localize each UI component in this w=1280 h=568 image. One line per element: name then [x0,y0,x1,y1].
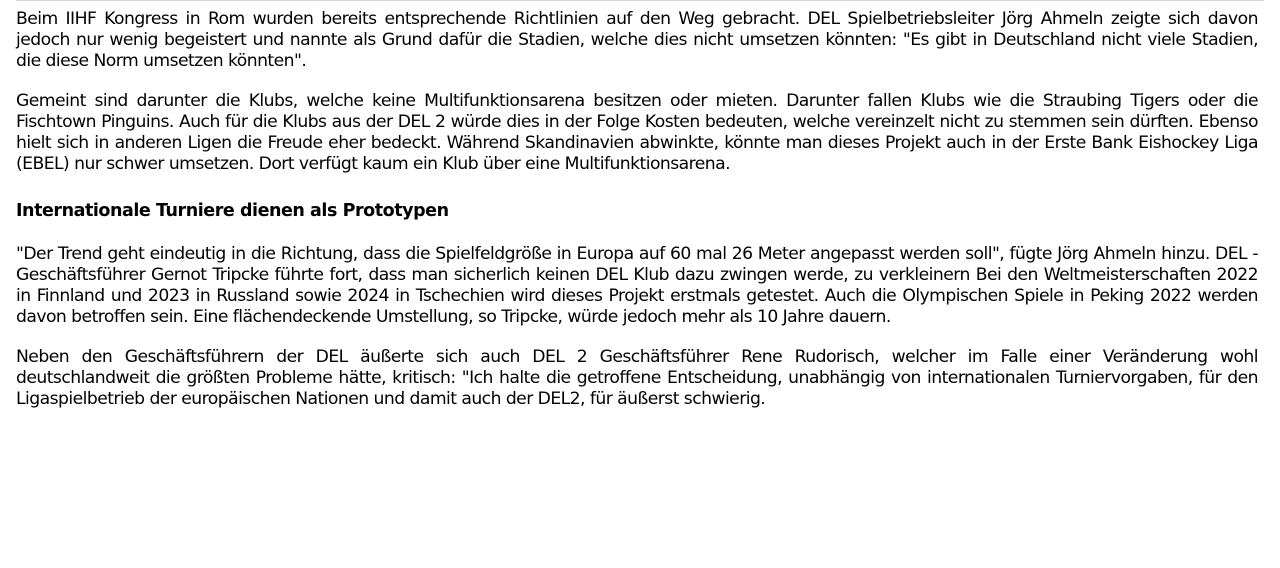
top-divider [16,0,1264,1]
article-subheading: Internationale Turniere dienen als Prototypen [16,201,449,221]
article-paragraph-4: Neben den Geschäftsführern der DEL äußerte sich auch DEL 2 Geschäftsführer Rene Rudorisch, welcher im Falle einer Veränderung wohl deutschlandweit die größten Probleme hätte, kritisch: "Ich halte die getroffene Entscheidung, unabhängig von internationalen Turniervorgaben, für den Ligaspielbetrieb der europäischen Nationen und damit auch der DEL2, für äußerst schwierig. [16,347,1258,409]
article-body [16,9,1258,429]
article-paragraph-1: Beim IIHF Kongress in Rom wurden bereits entsprechende Richtlinien auf den Weg gebracht. DEL Spielbetriebsleiter Jörg Ahmeln zeigte sich davon jedoch nur wenig begeistert und nannte als Grund dafür die Stadien, welche dies nicht umsetzen könnten: "Es gibt in Deutschland nicht viele Stadien, die diese Norm umsetzen könnten". [16,9,1258,71]
article-paragraph-2: Gemeint sind darunter die Klubs, welche keine Multifunktionsarena besitzen oder mieten. Darunter fallen Klubs wie die Straubing Tigers oder die Fischtown Pinguins. Auch für die Klubs aus der DEL 2 würde dies in der Folge Kosten bedeuten, welche vereinzelt nicht zu stemmen sein dürften. Ebenso hielt sich in anderen Ligen die Freude eher bedeckt. Während Skandinavien abwinkte, könnte man dieses Projekt auch in der Erste Bank Eishockey Liga (EBEL) nur schwer umsetzen. Dort verfügt kaum ein Klub über eine Multifunktionsarena. [16,91,1258,174]
article-paragraph-3: "Der Trend geht eindeutig in die Richtung, dass die Spielfeldgröße in Europa auf 60 mal 26 Meter angepasst werden soll", fügte Jörg Ahmeln hinzu. DEL - Geschäftsführer Gernot Tripcke führte fort, dass man sicherlich keinen DEL Klub dazu zwingen werde, zu verkleinern Bei den Weltmeisterschaften 2022 in Finnland und 2023 in Russland sowie 2024 in Tschechien wird dieses Projekt erstmals getestet. Auch die Olympischen Spiele in Peking 2022 werden davon betroffen sein. Eine flächendeckende Umstellung, so Tripcke, würde jedoch mehr als 10 Jahre dauern. [16,244,1258,327]
